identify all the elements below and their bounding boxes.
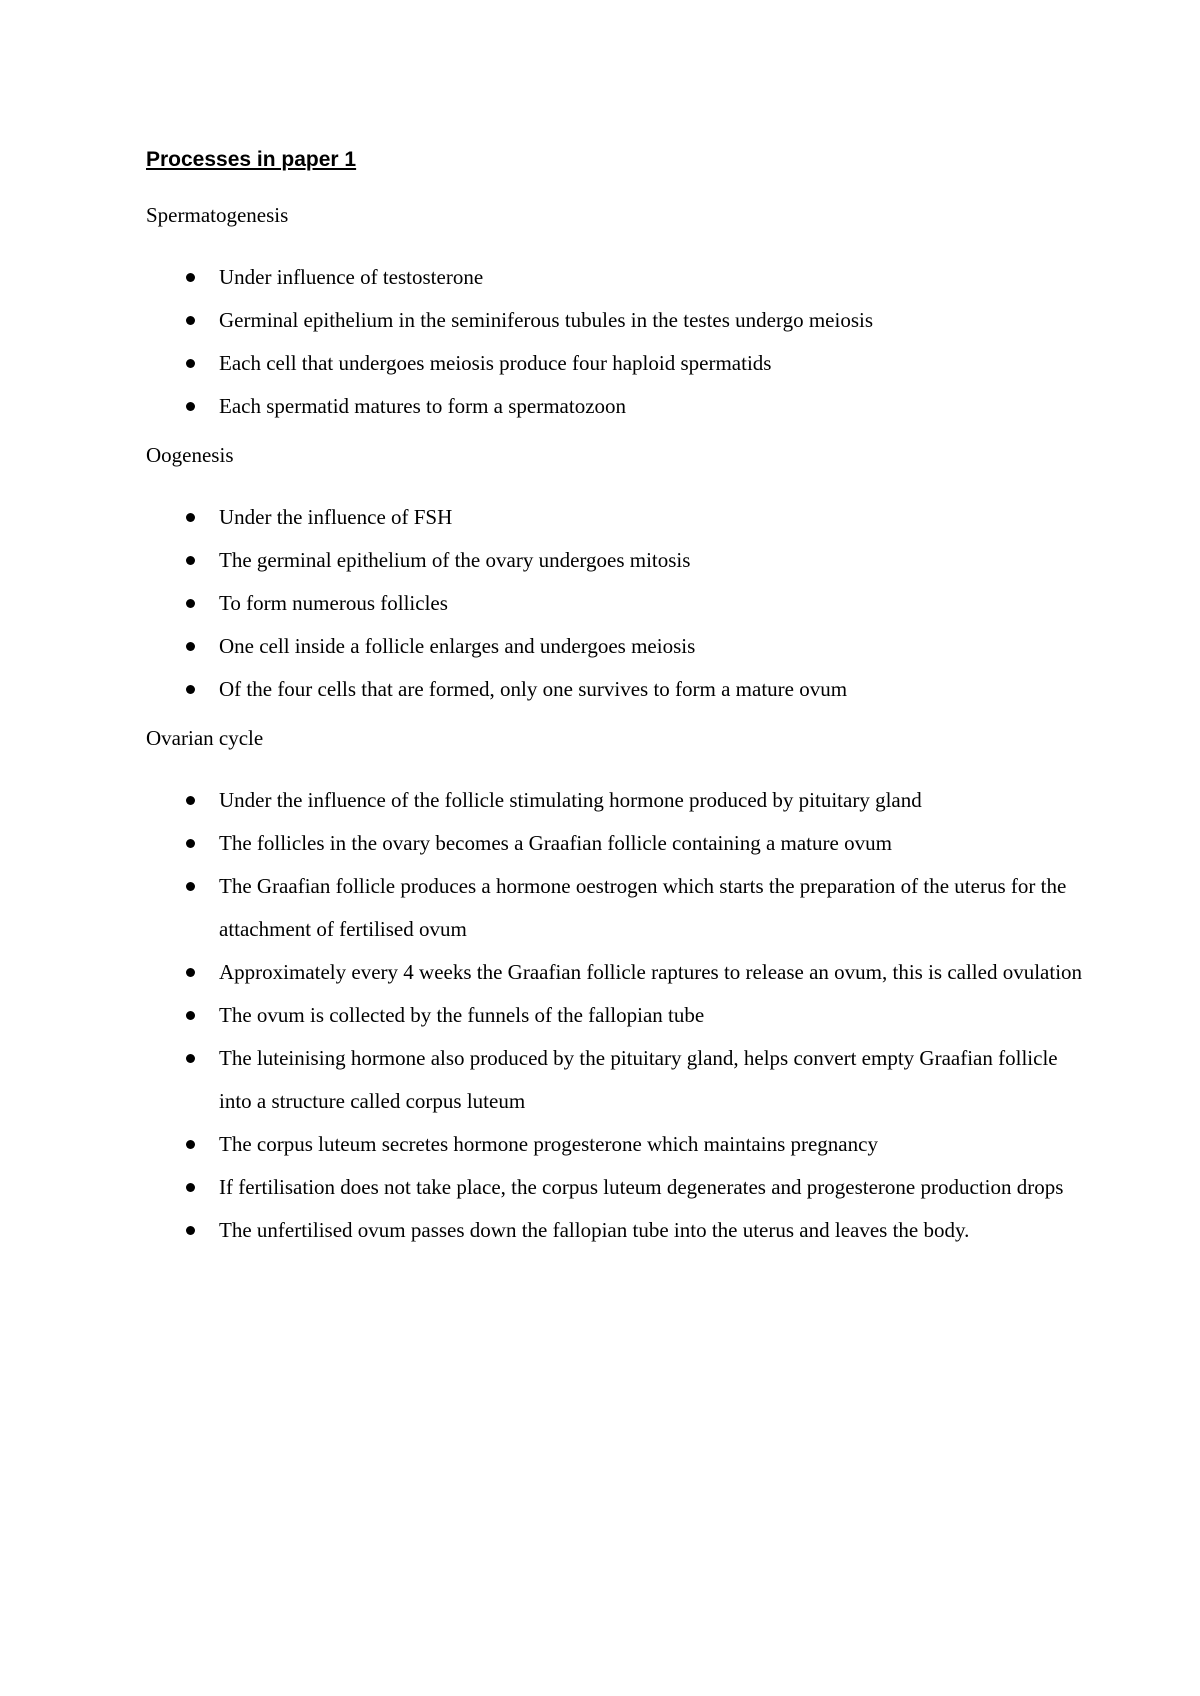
list-item (146, 342, 1086, 385)
bullet-icon (186, 556, 195, 565)
bullet-icon (186, 359, 195, 368)
list-item-text: The ovum is collected by the funnels of the fallopian tube (219, 1003, 705, 1027)
section-heading: Ovarian cycle (146, 726, 264, 750)
list-item-text: The unfertilised ovum passes down the fallopian tube into the uterus and leaves the body. (219, 1218, 970, 1242)
list-item (146, 1123, 1086, 1166)
bullet-icon (186, 1054, 195, 1063)
list-item (146, 582, 1086, 625)
list-item (146, 256, 1086, 299)
bullet-list (146, 779, 1086, 1252)
list-item (146, 1209, 1086, 1252)
section-ovarian-cycle (146, 725, 1086, 1252)
list-item (146, 668, 1086, 711)
bullet-icon (186, 968, 195, 977)
list-item (146, 299, 1086, 342)
list-item-text: If fertilisation does not take place, the corpus luteum degenerates and progesterone production drops (219, 1175, 1064, 1199)
list-item (146, 1037, 1086, 1123)
list-item (146, 994, 1086, 1037)
bullet-list (146, 496, 1086, 711)
bullet-icon (186, 1226, 195, 1235)
list-item-text: Germinal epithelium in the seminiferous tubules in the testes undergo meiosis (219, 308, 873, 332)
list-item-text: The luteinising hormone also produced by the pituitary gland, helps convert empty Graafian follicle into a structure called corpus luteum (219, 1046, 1058, 1113)
list-item-text: The corpus luteum secretes hormone progesterone which maintains pregnancy (219, 1132, 878, 1156)
bullet-icon (186, 1183, 195, 1192)
bullet-icon (186, 513, 195, 522)
bullet-icon (186, 1011, 195, 1020)
list-item (146, 496, 1086, 539)
list-item-text: The follicles in the ovary becomes a Graafian follicle containing a mature ovum (219, 831, 892, 855)
bullet-icon (186, 839, 195, 848)
list-item-text: Of the four cells that are formed, only one survives to form a mature ovum (219, 677, 848, 701)
list-item-text: Each cell that undergoes meiosis produce four haploid spermatids (219, 351, 772, 375)
list-item (146, 385, 1086, 428)
bullet-icon (186, 599, 195, 608)
bullet-icon (186, 1140, 195, 1149)
list-item-text: To form numerous follicles (219, 591, 448, 615)
bullet-list (146, 256, 1086, 428)
document-body (146, 147, 1086, 1266)
list-item (146, 539, 1086, 582)
list-item-text: Under the influence of FSH (219, 505, 453, 529)
document-title: Processes in paper 1 (146, 148, 357, 171)
section-oogenesis (146, 442, 1086, 711)
list-item-text: Under influence of testosterone (219, 265, 484, 289)
bullet-icon (186, 402, 195, 411)
bullet-icon (186, 642, 195, 651)
list-item (146, 625, 1086, 668)
list-item-text: One cell inside a follicle enlarges and undergoes meiosis (219, 634, 696, 658)
list-item (146, 822, 1086, 865)
bullet-icon (186, 685, 195, 694)
list-item (146, 779, 1086, 822)
list-item-text: Approximately every 4 weeks the Graafian follicle raptures to release an ovum, this is called ovulation (219, 960, 1083, 984)
list-item (146, 1166, 1086, 1209)
bullet-icon (186, 882, 195, 891)
bullet-icon (186, 273, 195, 282)
bullet-icon (186, 796, 195, 805)
section-heading: Spermatogenesis (146, 203, 289, 227)
section-spermatogenesis (146, 202, 1086, 428)
section-heading: Oogenesis (146, 443, 234, 467)
list-item-text: Each spermatid matures to form a spermatozoon (219, 394, 627, 418)
list-item (146, 951, 1086, 994)
bullet-icon (186, 316, 195, 325)
list-item-text: Under the influence of the follicle stimulating hormone produced by pituitary gland (219, 788, 922, 812)
list-item (146, 865, 1086, 951)
list-item-text: The germinal epithelium of the ovary undergoes mitosis (219, 548, 691, 572)
list-item-text: The Graafian follicle produces a hormone oestrogen which starts the preparation of the uterus for the attachment of fertilised ovum (219, 874, 1067, 941)
